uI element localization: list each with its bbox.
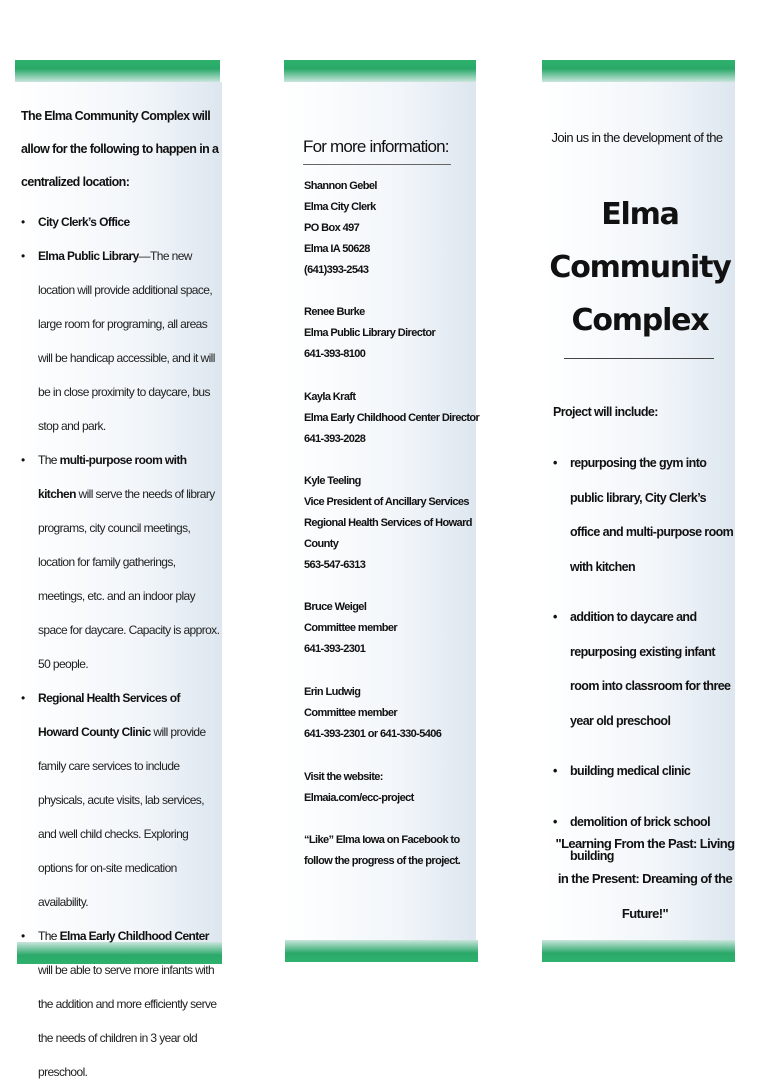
quote-text: "Learning From the Past: Living in the Present: Dreaming of the Future!" <box>555 836 735 921</box>
list-item <box>21 239 221 443</box>
contact-phone: (641)393-2543 <box>304 264 369 276</box>
list-item <box>21 681 221 919</box>
contact-name: Renee Burke <box>304 306 365 318</box>
item-pre: The <box>38 929 60 943</box>
contact-address: PO Box 497 <box>304 222 360 234</box>
join-text: Join us in the development of the <box>551 130 723 145</box>
bottom-green-bar <box>285 940 478 962</box>
contact-name: Kayla Kraft <box>304 391 356 403</box>
intro-text: The Elma Community Complex will allow for the following to happen in a centralized location: <box>21 109 219 189</box>
brand-line: Community <box>549 250 731 285</box>
website-label: Visit the website: <box>304 771 383 783</box>
contact-title: Elma City Clerk <box>304 201 376 213</box>
top-green-bar <box>15 60 220 82</box>
item-text: —The new location will provide additional space, large room for programing, all areas will be handicap accessible, and it will be in close proximity to daycare, bus stop and park. <box>38 249 215 433</box>
item-text: will serve the needs of library programs, city council meetings, location for family gatherings, meetings, etc. and an indoor play space for daycare. Capacity is approx. 50 people. <box>38 487 220 671</box>
brand-line: Elma <box>601 197 679 232</box>
list-item: • building medical clinic <box>553 754 738 789</box>
contact-block <box>304 302 474 365</box>
list-item <box>21 205 221 239</box>
contact-name: Kyle Teeling <box>304 475 361 487</box>
facebook-text-cont: follow the progress of the project. <box>304 855 461 867</box>
contact-city: Elma IA 50628 <box>304 243 370 255</box>
contact-phone: 641-393-2301 <box>304 643 366 655</box>
contact-name: Erin Ludwig <box>304 686 361 698</box>
item-text: will be able to serve more infants with the addition and more efficiently serve the needs of children in 3 year old preschool. <box>38 963 217 1079</box>
list-item: • repurposing the gym into public library, City Clerk’s office and multi-purpose room with kitchen <box>553 446 738 584</box>
top-green-bar <box>542 60 735 82</box>
brand-title <box>545 188 735 347</box>
contact-title: Committee member <box>304 707 398 719</box>
brand-line: Complex <box>571 303 709 338</box>
website-block <box>304 767 474 809</box>
website-link[interactable]: Elmaia.com/ecc-project <box>304 792 414 804</box>
contact-name: Shannon Gebel <box>304 180 377 192</box>
top-green-bar <box>284 60 476 82</box>
contact-title: Committee member <box>304 622 398 634</box>
list-item <box>21 443 221 681</box>
contact-phone: 641-393-2028 <box>304 433 366 445</box>
list-item <box>21 919 221 1089</box>
contact-phone: 563-547-6313 <box>304 559 366 571</box>
contact-org-cont: County <box>304 538 339 550</box>
contact-block <box>304 176 474 281</box>
heading-divider <box>303 164 451 165</box>
item-bold: Elma Early Childhood Center <box>59 929 209 943</box>
project-list <box>553 446 738 890</box>
list-item: • demolition of brick school building <box>553 805 738 874</box>
includes-title: Project will include: <box>553 405 658 419</box>
item-bold: multi-purpose room with kitchen <box>38 453 187 501</box>
list-item: • addition to daycare and repurposing existing infant room into classroom for three year old preschool <box>553 600 738 738</box>
brand-divider <box>564 358 714 359</box>
contact-title: Vice President of Ancillary Services <box>304 496 469 508</box>
item-bold: Elma Public Library <box>38 249 139 263</box>
item-pre: The <box>38 453 60 467</box>
contact-block <box>304 471 474 576</box>
item-bold: Regional Health Services of Howard County Clinic <box>38 691 180 739</box>
facebook-block <box>304 830 474 872</box>
contact-title: Elma Early Childhood Center Director <box>304 412 480 424</box>
contact-org: Regional Health Services of Howard <box>304 517 472 529</box>
features-list <box>21 205 221 1089</box>
contact-block <box>304 387 480 450</box>
bottom-green-bar <box>542 940 735 962</box>
contact-phone: 641-393-8100 <box>304 348 366 360</box>
contact-title: Elma Public Library Director <box>304 327 436 339</box>
item-text: will provide family care services to include physicals, acute visits, lab services, and well child checks. Exploring options for on-site medication availability. <box>38 725 206 909</box>
contact-block <box>304 682 474 745</box>
more-info-heading: For more information: <box>303 137 449 156</box>
contact-phone: 641-393-2301 or 641-330-5406 <box>304 728 442 740</box>
facebook-text: “Like” Elma Iowa on Facebook to <box>304 834 460 846</box>
item-bold: City Clerk’s Office <box>38 215 130 229</box>
contact-block <box>304 597 474 660</box>
contact-name: Bruce Weigel <box>304 601 367 613</box>
